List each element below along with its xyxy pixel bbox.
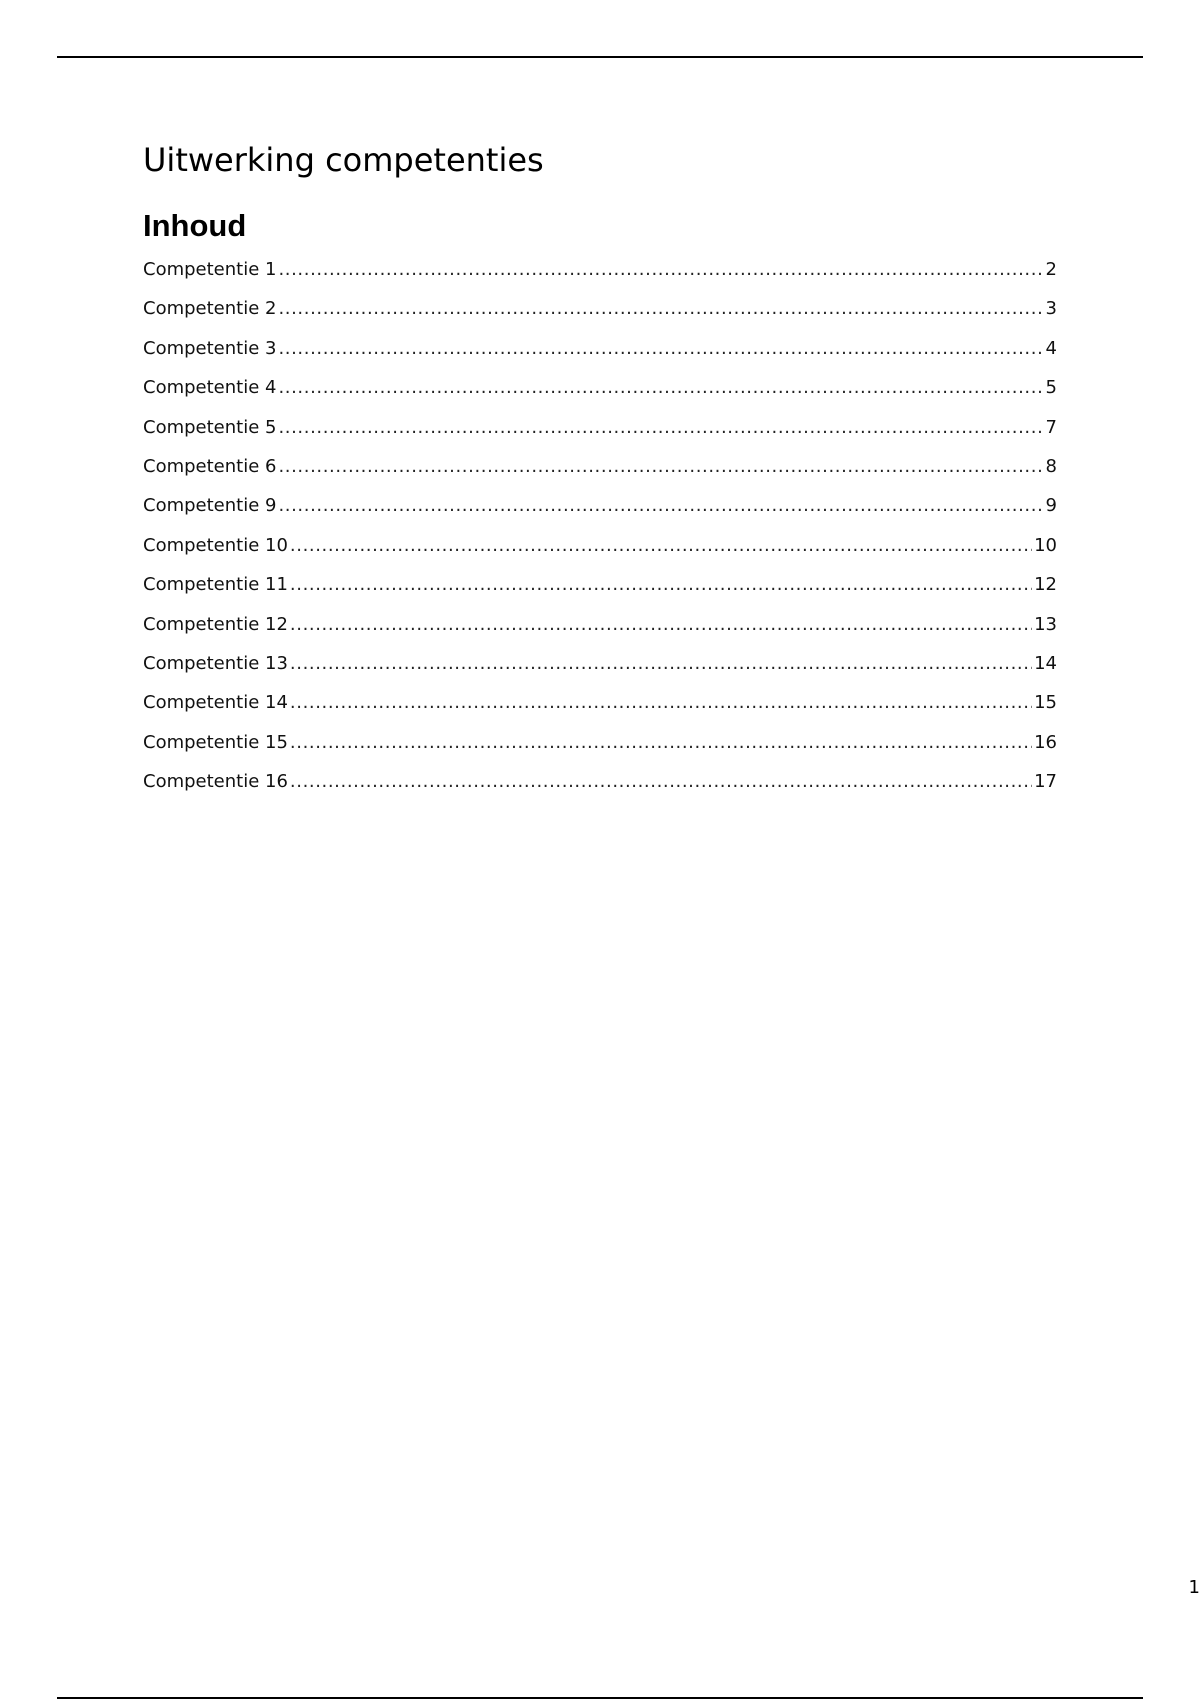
toc-entry-page: 3 bbox=[1045, 298, 1057, 320]
toc-dot-leader bbox=[290, 731, 1032, 755]
toc-dot-leader bbox=[290, 573, 1032, 597]
toc-entry[interactable] bbox=[143, 297, 1057, 336]
toc-entry-label: Competentie 12 bbox=[143, 613, 288, 635]
toc-entry[interactable] bbox=[143, 376, 1057, 415]
toc-entry-label: Competentie 5 bbox=[143, 416, 277, 438]
toc-dot-leader bbox=[278, 258, 1043, 282]
toc-entry-page: 12 bbox=[1034, 574, 1057, 596]
toc-entry-label: Competentie 13 bbox=[143, 652, 288, 674]
toc-entry[interactable] bbox=[143, 770, 1057, 809]
toc-dot-leader bbox=[278, 455, 1043, 479]
toc-dot-leader bbox=[278, 297, 1043, 321]
toc-entry[interactable] bbox=[143, 691, 1057, 730]
toc-entry-label: Competentie 4 bbox=[143, 377, 277, 399]
toc-dot-leader bbox=[290, 534, 1032, 558]
footer-rule bbox=[57, 1697, 1143, 1699]
toc-entry-label: Competentie 16 bbox=[143, 771, 288, 793]
toc-entry-page: 17 bbox=[1034, 771, 1057, 793]
toc-entry-page: 16 bbox=[1034, 731, 1057, 753]
toc-heading: Inhoud bbox=[143, 208, 247, 243]
toc-dot-leader bbox=[278, 337, 1043, 361]
toc-dot-leader bbox=[290, 652, 1032, 676]
toc-entry-page: 7 bbox=[1045, 416, 1057, 438]
toc-entry[interactable] bbox=[143, 534, 1057, 573]
toc-entry-page: 14 bbox=[1034, 652, 1057, 674]
toc-entry-label: Competentie 6 bbox=[143, 455, 277, 477]
toc-entry[interactable] bbox=[143, 337, 1057, 376]
toc-entry-page: 5 bbox=[1045, 377, 1057, 399]
toc-entry-page: 10 bbox=[1034, 534, 1057, 556]
page-number: 1 bbox=[1188, 1577, 1200, 1598]
toc-entry-page: 15 bbox=[1034, 692, 1057, 714]
toc-entry[interactable] bbox=[143, 258, 1057, 297]
toc-entry[interactable] bbox=[143, 416, 1057, 455]
header-rule bbox=[57, 56, 1143, 58]
toc-entry[interactable] bbox=[143, 573, 1057, 612]
document-title: Uitwerking competenties bbox=[143, 141, 544, 179]
toc-entry-label: Competentie 14 bbox=[143, 692, 288, 714]
toc-dot-leader bbox=[290, 613, 1032, 637]
toc-dot-leader bbox=[290, 691, 1032, 715]
toc-entry-page: 8 bbox=[1045, 455, 1057, 477]
table-of-contents bbox=[143, 258, 1057, 809]
toc-entry[interactable] bbox=[143, 613, 1057, 652]
toc-dot-leader bbox=[278, 494, 1043, 518]
toc-entry-label: Competentie 9 bbox=[143, 495, 277, 517]
toc-entry-page: 4 bbox=[1045, 337, 1057, 359]
toc-entry[interactable] bbox=[143, 652, 1057, 691]
toc-entry[interactable] bbox=[143, 731, 1057, 770]
toc-dot-leader bbox=[278, 416, 1043, 440]
toc-entry[interactable] bbox=[143, 494, 1057, 533]
toc-entry-page: 2 bbox=[1045, 259, 1057, 280]
toc-entry-page: 13 bbox=[1034, 613, 1057, 635]
toc-entry-label: Competentie 1 bbox=[143, 259, 277, 280]
toc-dot-leader bbox=[278, 376, 1043, 400]
toc-entry-page: 9 bbox=[1045, 495, 1057, 517]
toc-entry[interactable] bbox=[143, 455, 1057, 494]
toc-entry-label: Competentie 15 bbox=[143, 731, 288, 753]
toc-entry-label: Competentie 10 bbox=[143, 534, 288, 556]
toc-entry-label: Competentie 11 bbox=[143, 574, 288, 596]
toc-entry-label: Competentie 2 bbox=[143, 298, 277, 320]
toc-entry-label: Competentie 3 bbox=[143, 337, 277, 359]
toc-dot-leader bbox=[290, 770, 1032, 794]
